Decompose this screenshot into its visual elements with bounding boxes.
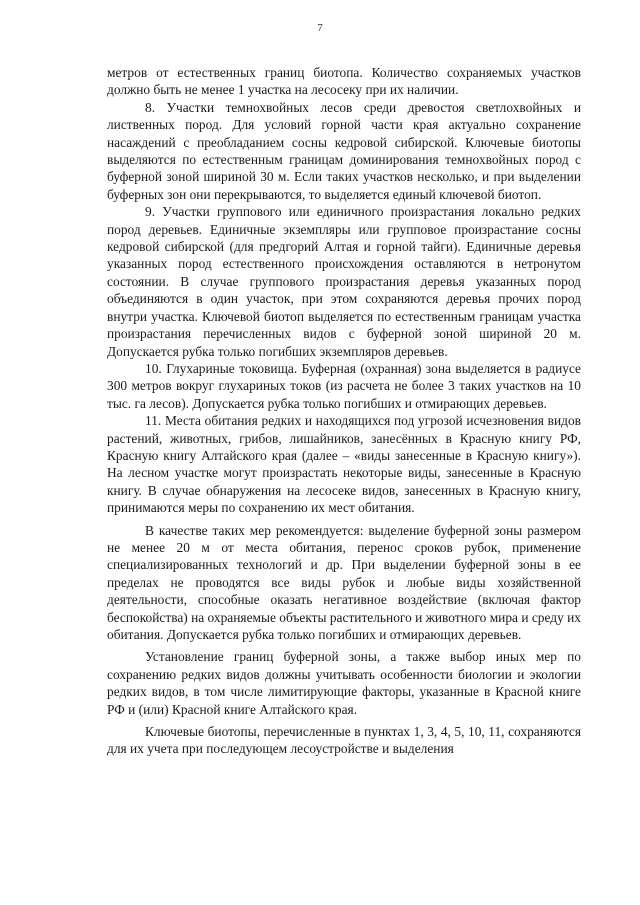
paragraph-key-biotopes: Ключевые биотопы, перечисленные в пунктах 1, 3, 4, 5, 10, 11, сохраняются для их учета при последующем лесоустройстве и выделения — [107, 724, 581, 757]
paragraph-item-10: 10. Глухариные токовища. Буферная (охранная) зона выделяется в радиусе 300 метров вокруг глухариных токов (из расчета не более 3 таких участков на 10 тыс. га лесов). Допускается рубка только погибших и отмирающих деревьев. — [107, 360, 581, 411]
paragraph-item-11: 11. Места обитания редких и находящихся под угрозой исчезновения видов растений, животных, грибов, лишайников, занесённых в Красную книгу РФ, Красную книгу Алтайского края (далее – «виды занесенные в Красную книгу»). На лесном участке могут произрастать некоторые виды, занесенные в Красную книгу. В случае обнаружения на лесосеке видов, занесенных в Красную книгу, принимаются меры по сохранению их мест обитания. — [107, 413, 581, 516]
paragraph-item-8: 8. Участки темнохвойных лесов среди древостоя светлохвойных и лиственных пород. Для условий горной части края актуально сохранение насаждений с преобладанием сосны кедровой сибирской. Ключевые биотопы выделяются по естественным границам доминирования темнохвойных пород с буферной зоной шириной 30 м. Если таких участков несколько, и при выделении буферных зон они перекрываются, то выделяется единый ключевой биотоп. — [107, 99, 581, 202]
document-body — [107, 64, 581, 758]
paragraph-item-9: 9. Участки группового или единичного произрастания локально редких пород деревьев. Единичные экземпляры или групповое произрастание сосны кедровой сибирской (для предгорий Алтая и горной тайги). Единичные деревья указанных пород естественного происхождения оставляются в нетронутом состоянии. В случае группового произрастания деревья указанных пород объединяются в один участок, при этом сохраняются деревья прочих пород внутри участка. Ключевой биотоп выделяется по естественным границам участка произрастания перечисленных видов с буферной зоной шириной 20 м. Допускается рубка только погибших экземпляров деревьев. — [107, 204, 581, 359]
paragraph-continuation: метров от естественных границ биотопа. Количество сохраняемых участков должно быть не менее 1 участка на лесосеку при их наличии. — [107, 65, 581, 98]
paragraph-buffer-zone: Установление границ буферной зоны, а также выбор иных мер по сохранению редких видов должны учитывать особенности биологии и экологии редких видов, в том числе лимитирующие факторы, указанные в Красной книге РФ и (или) Красной книге Алтайского края. — [107, 649, 581, 717]
page-number: 7 — [317, 22, 323, 34]
paragraph-measures: В качестве таких мер рекомендуется: выделение буферной зоны размером не менее 20 м от места обитания, перенос сроков рубок, применение специализированных технологий и др. При выделении буферной зоны в ее пределах не проводятся все виды рубок и любые виды хозяйственной деятельности, способные оказать негативное воздействие (включая фактор беспокойства) на охраняемые объекты растительного и животного мира и среду их обитания. Допускается рубка только погибших и отмирающих деревьев. — [107, 522, 581, 642]
